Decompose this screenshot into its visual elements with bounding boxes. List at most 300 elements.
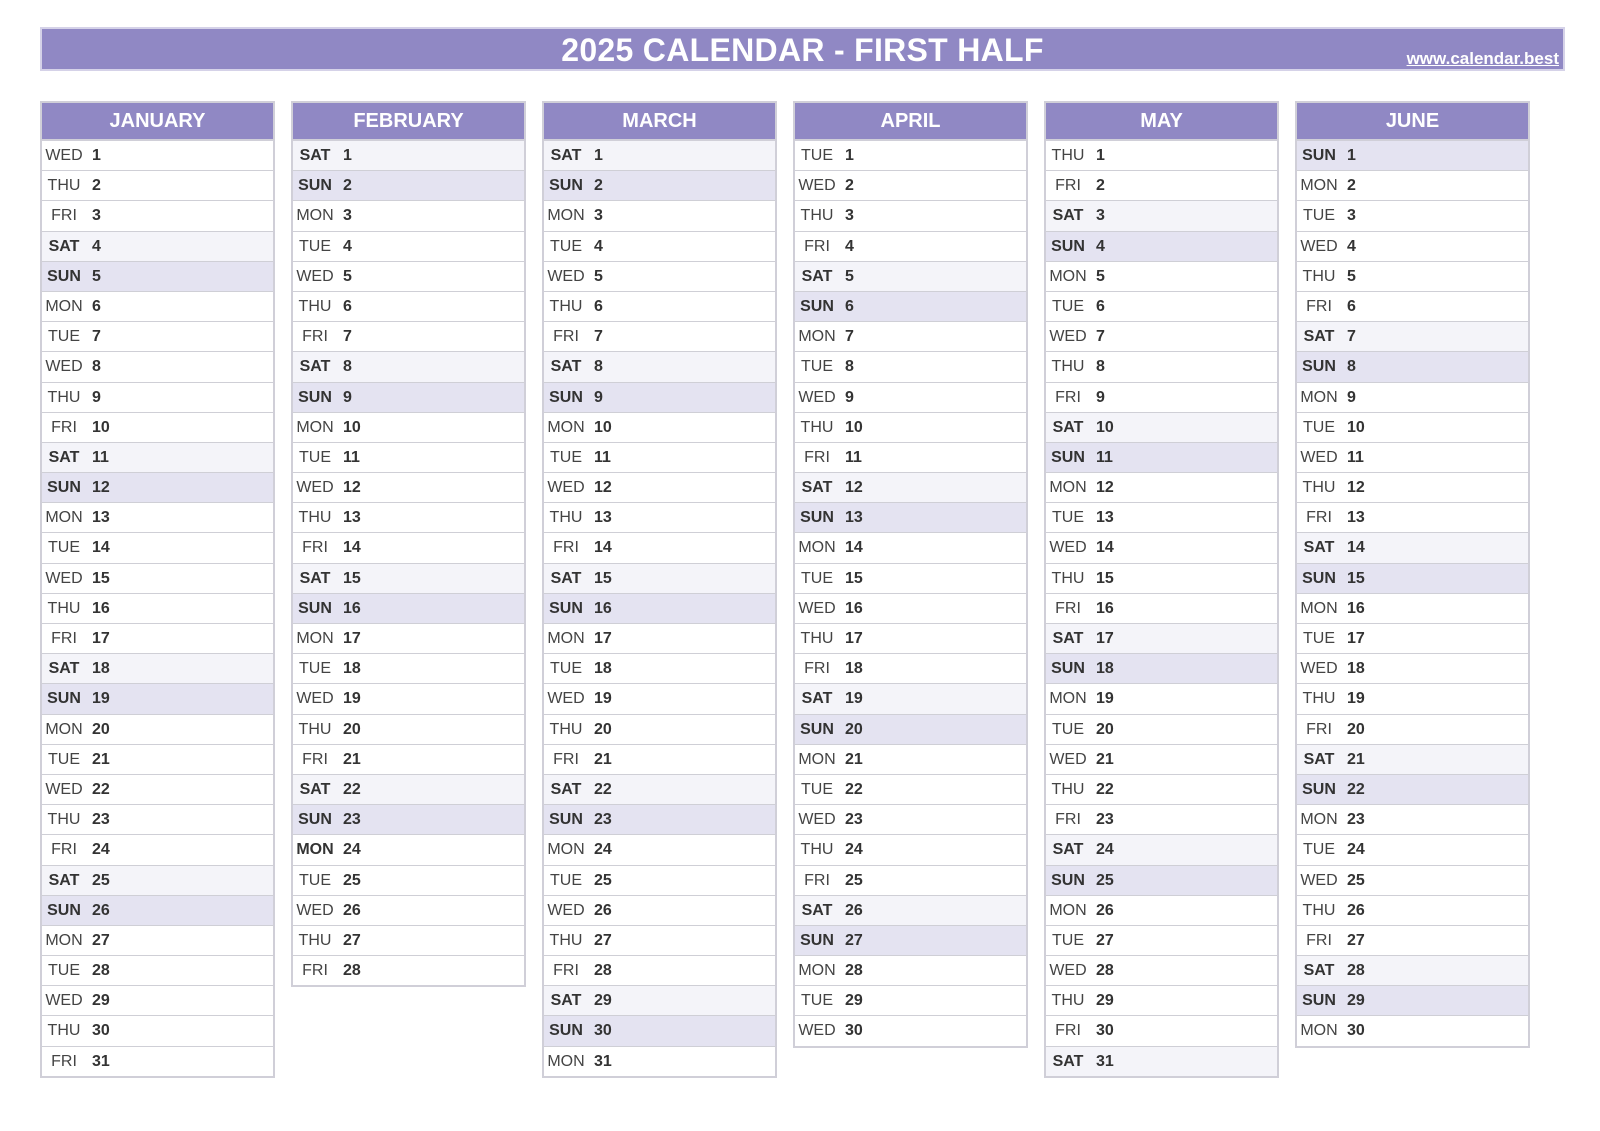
weekday-label: WED xyxy=(45,358,83,376)
weekday-label: FRI xyxy=(804,448,830,466)
day-number: 10 xyxy=(1096,418,1114,436)
weekday-label: FRI xyxy=(51,841,77,859)
weekday-label: THU xyxy=(298,509,332,527)
day-row xyxy=(42,654,273,684)
day-row xyxy=(42,533,273,563)
weekday-label: THU xyxy=(47,811,81,829)
day-number: 29 xyxy=(594,992,612,1010)
day-row xyxy=(795,896,1026,926)
day-row xyxy=(544,624,775,654)
day-row xyxy=(293,594,524,624)
day-number: 6 xyxy=(343,297,352,315)
day-number: 12 xyxy=(845,479,863,497)
day-row xyxy=(1046,805,1277,835)
day-number: 14 xyxy=(845,539,863,557)
weekday-label: MON xyxy=(798,962,836,980)
day-number: 12 xyxy=(1096,479,1114,497)
day-number: 2 xyxy=(594,177,603,195)
weekday-label: SAT xyxy=(550,358,582,376)
day-row xyxy=(1297,292,1528,322)
weekday-label: TUE xyxy=(1052,297,1084,315)
weekday-label: FRI xyxy=(553,539,579,557)
weekday-label: SAT xyxy=(550,569,582,587)
weekday-label: TUE xyxy=(801,147,833,164)
weekday-label: SAT xyxy=(1052,841,1084,859)
weekday-label: FRI xyxy=(553,328,579,346)
day-row xyxy=(544,835,775,865)
weekday-label: SUN xyxy=(549,177,583,195)
day-number: 21 xyxy=(343,750,361,768)
day-row xyxy=(544,473,775,503)
day-number: 10 xyxy=(1347,418,1365,436)
weekday-label: WED xyxy=(547,267,585,285)
day-row xyxy=(293,141,524,171)
day-number: 10 xyxy=(92,418,110,436)
day-number: 18 xyxy=(1096,660,1114,678)
day-number: 7 xyxy=(845,328,854,346)
weekday-label: TUE xyxy=(299,660,331,678)
day-row xyxy=(293,624,524,654)
day-number: 14 xyxy=(1096,539,1114,557)
day-row xyxy=(293,866,524,896)
day-row xyxy=(795,201,1026,231)
day-number: 1 xyxy=(92,147,101,164)
weekday-label: THU xyxy=(800,630,834,647)
weekday-label: SAT xyxy=(48,871,80,889)
day-row xyxy=(42,835,273,865)
weekday-label: FRI xyxy=(1055,388,1081,406)
weekday-label: SAT xyxy=(299,147,331,164)
website-link[interactable]: www.calendar.best xyxy=(1406,49,1559,68)
weekday-label: MON xyxy=(1300,1022,1338,1040)
weekday-label: FRI xyxy=(1306,720,1332,738)
day-row xyxy=(1046,383,1277,413)
weekday-label: THU xyxy=(549,509,583,527)
day-number: 16 xyxy=(594,599,612,617)
day-row xyxy=(795,443,1026,473)
day-row xyxy=(544,413,775,443)
day-number: 2 xyxy=(1096,177,1105,195)
day-number: 29 xyxy=(1096,992,1114,1010)
day-row xyxy=(1046,594,1277,624)
month-april xyxy=(793,101,1028,1048)
weekday-label: THU xyxy=(549,297,583,315)
day-row xyxy=(293,201,524,231)
day-row xyxy=(293,443,524,473)
day-number: 23 xyxy=(1096,811,1114,829)
weekday-label: SAT xyxy=(1052,207,1084,225)
weekday-label: WED xyxy=(1300,448,1338,466)
day-number: 9 xyxy=(92,388,101,406)
day-row xyxy=(293,926,524,956)
day-number: 15 xyxy=(343,569,361,587)
day-row xyxy=(544,866,775,896)
day-number: 28 xyxy=(594,962,612,980)
day-number: 8 xyxy=(343,358,352,376)
day-number: 17 xyxy=(594,630,612,647)
weekday-label: TUE xyxy=(299,871,331,889)
weekday-label: MON xyxy=(1300,177,1338,195)
weekday-label: SUN xyxy=(47,267,81,285)
day-row xyxy=(42,262,273,292)
day-row xyxy=(544,896,775,926)
day-number: 17 xyxy=(845,630,863,647)
weekday-label: SAT xyxy=(48,660,80,678)
weekday-label: THU xyxy=(298,720,332,738)
day-row xyxy=(1297,926,1528,956)
day-number: 13 xyxy=(92,509,110,527)
day-row xyxy=(1297,715,1528,745)
day-number: 1 xyxy=(594,147,603,164)
month-february xyxy=(291,101,526,987)
day-number: 2 xyxy=(92,177,101,195)
weekday-label: MON xyxy=(1049,267,1087,285)
day-row xyxy=(1297,775,1528,805)
weekday-label: MON xyxy=(296,207,334,225)
day-number: 21 xyxy=(845,750,863,768)
day-number: 20 xyxy=(92,720,110,738)
day-number: 4 xyxy=(92,237,101,255)
day-number: 19 xyxy=(845,690,863,708)
weekday-label: MON xyxy=(296,630,334,647)
day-row xyxy=(1297,896,1528,926)
day-row xyxy=(42,292,273,322)
day-row xyxy=(1046,262,1277,292)
day-row xyxy=(795,745,1026,775)
day-row xyxy=(1046,684,1277,714)
weekday-label: SAT xyxy=(299,780,331,798)
day-row xyxy=(42,805,273,835)
weekday-label: MON xyxy=(547,207,585,225)
weekday-label: WED xyxy=(798,177,836,195)
day-row xyxy=(544,956,775,986)
weekday-label: SUN xyxy=(800,720,834,738)
day-row xyxy=(1297,684,1528,714)
weekday-label: SUN xyxy=(298,599,332,617)
day-row xyxy=(544,986,775,1016)
weekday-label: SUN xyxy=(1302,780,1336,798)
weekday-label: SAT xyxy=(1303,328,1335,346)
day-number: 31 xyxy=(92,1052,110,1070)
weekday-label: SUN xyxy=(1302,147,1336,164)
weekday-label: WED xyxy=(45,992,83,1010)
day-number: 12 xyxy=(1347,479,1365,497)
day-number: 11 xyxy=(1096,448,1113,466)
weekday-label: FRI xyxy=(1055,599,1081,617)
weekday-label: THU xyxy=(549,720,583,738)
day-number: 15 xyxy=(845,569,863,587)
day-row xyxy=(795,503,1026,533)
day-row xyxy=(1046,956,1277,986)
day-row xyxy=(544,715,775,745)
day-number: 13 xyxy=(1347,509,1365,527)
weekday-label: WED xyxy=(45,147,83,164)
day-row xyxy=(544,533,775,563)
day-number: 3 xyxy=(845,207,854,225)
weekday-label: WED xyxy=(296,901,334,919)
day-number: 25 xyxy=(1096,871,1114,889)
day-number: 20 xyxy=(1096,720,1114,738)
day-number: 29 xyxy=(845,992,863,1010)
day-number: 14 xyxy=(1347,539,1365,557)
weekday-label: SUN xyxy=(800,297,834,315)
weekday-label: MON xyxy=(547,630,585,647)
weekday-label: TUE xyxy=(299,448,331,466)
weekday-label: SUN xyxy=(1302,992,1336,1010)
day-number: 19 xyxy=(92,690,110,708)
day-row xyxy=(293,413,524,443)
weekday-label: SAT xyxy=(48,448,80,466)
weekday-label: THU xyxy=(1051,992,1085,1010)
weekday-label: SUN xyxy=(549,1022,583,1040)
day-number: 14 xyxy=(594,539,612,557)
day-number: 11 xyxy=(594,448,611,466)
day-number: 12 xyxy=(343,479,361,497)
day-number: 5 xyxy=(343,267,352,285)
day-number: 13 xyxy=(845,509,863,527)
weekday-label: WED xyxy=(45,569,83,587)
day-row xyxy=(795,624,1026,654)
day-row xyxy=(795,956,1026,986)
day-row xyxy=(795,866,1026,896)
day-number: 21 xyxy=(594,750,612,768)
day-row xyxy=(293,896,524,926)
month-header: JUNE xyxy=(1297,103,1528,141)
day-row xyxy=(1046,624,1277,654)
weekday-label: FRI xyxy=(1306,297,1332,315)
day-row xyxy=(42,141,273,171)
day-number: 24 xyxy=(1096,841,1114,859)
day-row xyxy=(1046,352,1277,382)
weekday-label: SAT xyxy=(801,690,833,708)
weekday-label: TUE xyxy=(299,237,331,255)
weekday-label: SAT xyxy=(801,479,833,497)
day-number: 26 xyxy=(343,901,361,919)
day-row xyxy=(544,1016,775,1046)
weekday-label: SUN xyxy=(298,388,332,406)
day-row xyxy=(293,262,524,292)
day-number: 7 xyxy=(1096,328,1105,346)
weekday-label: SAT xyxy=(1303,750,1335,768)
day-number: 20 xyxy=(1347,720,1365,738)
weekday-label: TUE xyxy=(48,328,80,346)
day-number: 3 xyxy=(1347,207,1356,225)
day-row xyxy=(795,1016,1026,1045)
day-row xyxy=(544,352,775,382)
weekday-label: SUN xyxy=(47,479,81,497)
weekday-label: FRI xyxy=(51,418,77,436)
weekday-label: FRI xyxy=(51,1052,77,1070)
day-row xyxy=(544,292,775,322)
weekday-label: MON xyxy=(296,418,334,436)
day-row xyxy=(1297,805,1528,835)
day-row xyxy=(1046,292,1277,322)
day-row xyxy=(1297,232,1528,262)
weekday-label: WED xyxy=(547,479,585,497)
day-row xyxy=(42,684,273,714)
day-number: 7 xyxy=(343,328,352,346)
day-row xyxy=(42,232,273,262)
day-row xyxy=(1046,322,1277,352)
day-number: 10 xyxy=(343,418,361,436)
weekday-label: TUE xyxy=(1303,418,1335,436)
weekday-label: SUN xyxy=(47,901,81,919)
day-number: 5 xyxy=(92,267,101,285)
day-row xyxy=(42,1047,273,1076)
day-number: 28 xyxy=(845,962,863,980)
day-number: 24 xyxy=(594,841,612,859)
weekday-label: MON xyxy=(1300,388,1338,406)
weekday-label: WED xyxy=(1300,871,1338,889)
day-number: 24 xyxy=(343,841,361,859)
day-number: 23 xyxy=(92,811,110,829)
weekday-label: MON xyxy=(1049,901,1087,919)
weekday-label: SUN xyxy=(1051,660,1085,678)
day-row xyxy=(1046,986,1277,1016)
day-row xyxy=(1297,624,1528,654)
day-row xyxy=(42,322,273,352)
month-header: APRIL xyxy=(795,103,1026,141)
weekday-label: SUN xyxy=(800,509,834,527)
day-number: 29 xyxy=(92,992,110,1010)
day-row xyxy=(1046,926,1277,956)
weekday-label: WED xyxy=(1049,750,1087,768)
weekday-label: TUE xyxy=(1303,207,1335,225)
day-row xyxy=(795,684,1026,714)
day-number: 15 xyxy=(1096,569,1114,587)
day-row xyxy=(795,473,1026,503)
weekday-label: THU xyxy=(298,297,332,315)
weekday-label: SUN xyxy=(1051,448,1085,466)
weekday-label: MON xyxy=(1300,811,1338,829)
day-number: 16 xyxy=(1347,599,1365,617)
day-number: 8 xyxy=(1347,358,1356,376)
day-row xyxy=(795,775,1026,805)
day-number: 31 xyxy=(594,1052,612,1070)
weekday-label: FRI xyxy=(51,630,77,647)
day-row xyxy=(795,926,1026,956)
day-row xyxy=(42,986,273,1016)
day-number: 22 xyxy=(92,780,110,798)
weekday-label: SAT xyxy=(1303,962,1335,980)
weekday-label: MON xyxy=(45,720,83,738)
day-number: 8 xyxy=(1096,358,1105,376)
weekday-label: TUE xyxy=(48,539,80,557)
day-number: 10 xyxy=(594,418,612,436)
weekday-label: WED xyxy=(1300,237,1338,255)
day-number: 1 xyxy=(343,147,352,164)
day-number: 9 xyxy=(1347,388,1356,406)
day-number: 28 xyxy=(1347,962,1365,980)
day-number: 8 xyxy=(594,358,603,376)
weekday-label: THU xyxy=(549,931,583,949)
weekday-label: TUE xyxy=(48,962,80,980)
day-row xyxy=(1297,866,1528,896)
month-june xyxy=(1295,101,1530,1048)
day-row xyxy=(795,986,1026,1016)
weekday-label: WED xyxy=(45,780,83,798)
day-row xyxy=(1046,775,1277,805)
day-row xyxy=(544,745,775,775)
weekday-label: THU xyxy=(298,931,332,949)
day-row xyxy=(795,141,1026,171)
weekday-label: WED xyxy=(547,901,585,919)
day-number: 6 xyxy=(845,297,854,315)
weekday-label: MON xyxy=(45,297,83,315)
weekday-label: THU xyxy=(1302,901,1336,919)
day-row xyxy=(293,322,524,352)
weekday-label: FRI xyxy=(302,962,328,980)
weekday-label: FRI xyxy=(804,237,830,255)
weekday-label: SUN xyxy=(1302,569,1336,587)
day-row xyxy=(795,413,1026,443)
weekday-label: SAT xyxy=(550,780,582,798)
day-row xyxy=(1046,503,1277,533)
day-row xyxy=(1297,171,1528,201)
day-row xyxy=(42,443,273,473)
day-number: 11 xyxy=(845,448,862,466)
day-row xyxy=(1297,503,1528,533)
day-row xyxy=(1046,866,1277,896)
weekday-label: MON xyxy=(1300,599,1338,617)
day-number: 13 xyxy=(1096,509,1114,527)
weekday-label: SAT xyxy=(550,147,582,164)
day-row xyxy=(795,292,1026,322)
day-row xyxy=(544,654,775,684)
day-row xyxy=(1297,564,1528,594)
day-number: 26 xyxy=(1347,901,1365,919)
day-row xyxy=(1046,835,1277,865)
day-number: 15 xyxy=(594,569,612,587)
day-number: 13 xyxy=(343,509,361,527)
day-number: 26 xyxy=(92,901,110,919)
day-number: 15 xyxy=(1347,569,1365,587)
day-row xyxy=(1297,835,1528,865)
weekday-label: THU xyxy=(47,388,81,406)
day-number: 16 xyxy=(343,599,361,617)
day-row xyxy=(293,775,524,805)
day-number: 23 xyxy=(1347,811,1365,829)
weekday-label: WED xyxy=(798,388,836,406)
weekday-label: TUE xyxy=(550,660,582,678)
day-row xyxy=(42,473,273,503)
day-row xyxy=(795,262,1026,292)
day-row xyxy=(293,715,524,745)
weekday-label: FRI xyxy=(302,328,328,346)
weekday-label: SUN xyxy=(549,388,583,406)
day-row xyxy=(544,564,775,594)
day-number: 22 xyxy=(1347,780,1365,798)
day-row xyxy=(544,684,775,714)
day-number: 11 xyxy=(1347,448,1364,466)
weekday-label: MON xyxy=(296,841,334,859)
day-row xyxy=(795,533,1026,563)
weekday-label: FRI xyxy=(1306,509,1332,527)
day-number: 19 xyxy=(594,690,612,708)
weekday-label: SUN xyxy=(800,931,834,949)
month-header: JANUARY xyxy=(42,103,273,141)
weekday-label: THU xyxy=(800,418,834,436)
weekday-label: MON xyxy=(45,509,83,527)
weekday-label: FRI xyxy=(302,750,328,768)
weekday-label: MON xyxy=(798,328,836,346)
weekday-label: SUN xyxy=(1051,237,1085,255)
day-number: 4 xyxy=(1347,237,1356,255)
day-number: 24 xyxy=(92,841,110,859)
weekday-label: WED xyxy=(798,811,836,829)
day-number: 17 xyxy=(1347,630,1365,647)
day-row xyxy=(42,956,273,986)
